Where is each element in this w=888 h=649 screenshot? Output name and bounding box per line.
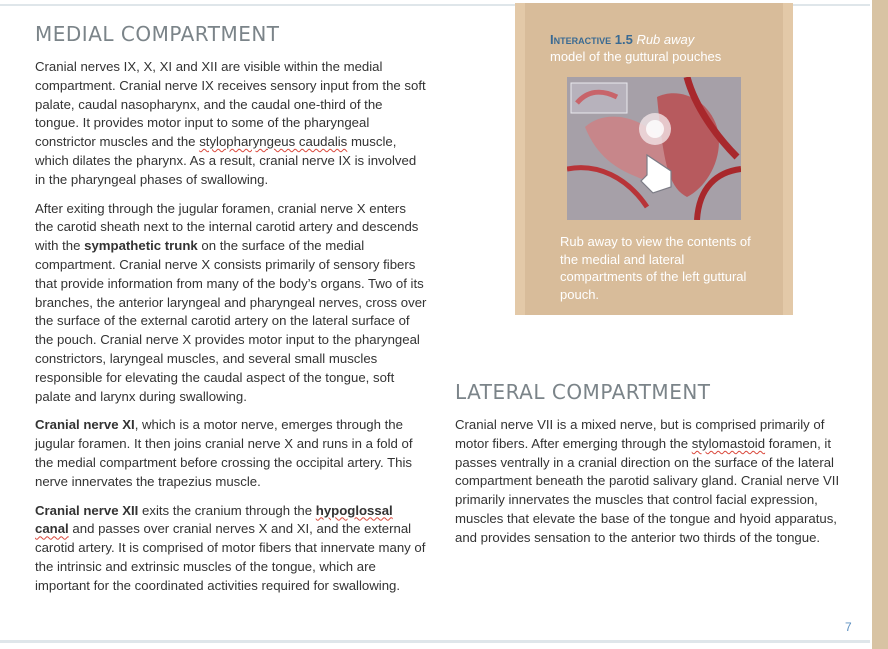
lateral-compartment-section: [455, 380, 850, 558]
bold-term-spellcheck: hypoglossal canal: [35, 502, 393, 537]
medial-compartment-section: [35, 22, 427, 606]
spellcheck-word: stylomastoid: [691, 435, 766, 451]
bold-term: sympathetic trunk: [84, 238, 198, 254]
medial-paragraph-4: Cranial nerve XII exits the cranium through the hypoglossal canal and passes over cranial nerves X and XI, and the external carotid artery. It is comprised of motor fibers that innervate many of the intrinsic and extrinsic muscles of the tongue, which are important for the coordinated activities required for swallowing.: [35, 502, 426, 593]
bold-term: Cranial nerve XI: [35, 417, 135, 433]
page-edge-bar: [872, 0, 888, 649]
guttural-pouch-illustration: [567, 77, 741, 220]
interactive-title-italic: Rub away: [636, 32, 695, 47]
lateral-paragraph-1: Cranial nerve VII is a mixed nerve, but is comprised primarily of motor fibers. After emerging through the stylomastoid foramen, it passes ventrally in a cranial direction on the surface of the lateral compartment beneath the parotid salivary gland. Cranial nerve VII primarily innervates the muscles that control facial expression, muscles that elevate the base of the tongue and hyoid apparatus, and provides sensation to the anterior two thirds of the tongue.: [455, 417, 840, 545]
interactive-caption: Rub away to view the contents of the medial and lateral compartments of the left guttural pouch.: [560, 234, 751, 302]
interactive-title: [550, 31, 750, 65]
medial-paragraph-2: After exiting through the jugular foramen, cranial nerve X enters the carotid sheath next to the internal carotid artery and descends with the sympathetic trunk on the surface of the medial compartment. Cranial nerve X consists primarily of sensory fibers that provide information from many of the body’s organs. Two of its branches, the anterior laryngeal and pharyngeal nerves, cross over the surface of the external carotid artery on the lateral surface of the pouch. Cranial nerve X provides motor input to the pharyngeal constrictors, laryngeal muscles, and several small muscles responsible for elevating the caudal aspect of the tongue, soft palate and larynx during swallowing.: [35, 200, 427, 404]
page-number: 7: [845, 620, 852, 634]
interactive-widget[interactable]: [515, 3, 793, 315]
lateral-heading: LATERAL COMPARTMENT: [455, 380, 711, 404]
medial-heading: MEDIAL COMPARTMENT: [35, 22, 280, 46]
medial-paragraph-3: Cranial nerve XI, which is a motor nerve, emerges through the jugular foramen. It then joins cranial nerve X and runs in a fold of the medial compartment before crossing the occipital artery. This nerve innervates the trapezius muscle.: [35, 417, 413, 489]
bold-term: Cranial nerve XII: [35, 502, 139, 518]
spellcheck-word: stylopharyngeus caudalis: [199, 134, 348, 150]
rub-away-model-image[interactable]: [567, 77, 741, 220]
medial-paragraph-1: Cranial nerves IX, X, XI and XII are visible within the medial compartment. Cranial nerve IX receives sensory input from the soft palate, caudal nasopharynx, and the caudal one-third of the tongue. It provides motor input to some of the pharyngeal constrictor muscles and the stylopharyngeus caudalis muscle, which dilates the pharynx. As a result, cranial nerve IX is involved in the pharyngeal phases of swallowing.: [35, 59, 426, 187]
interactive-label: Interactive 1.5: [550, 32, 633, 47]
interactive-title-rest: model of the guttural pouches: [550, 49, 722, 64]
bottom-rule: [0, 640, 870, 643]
